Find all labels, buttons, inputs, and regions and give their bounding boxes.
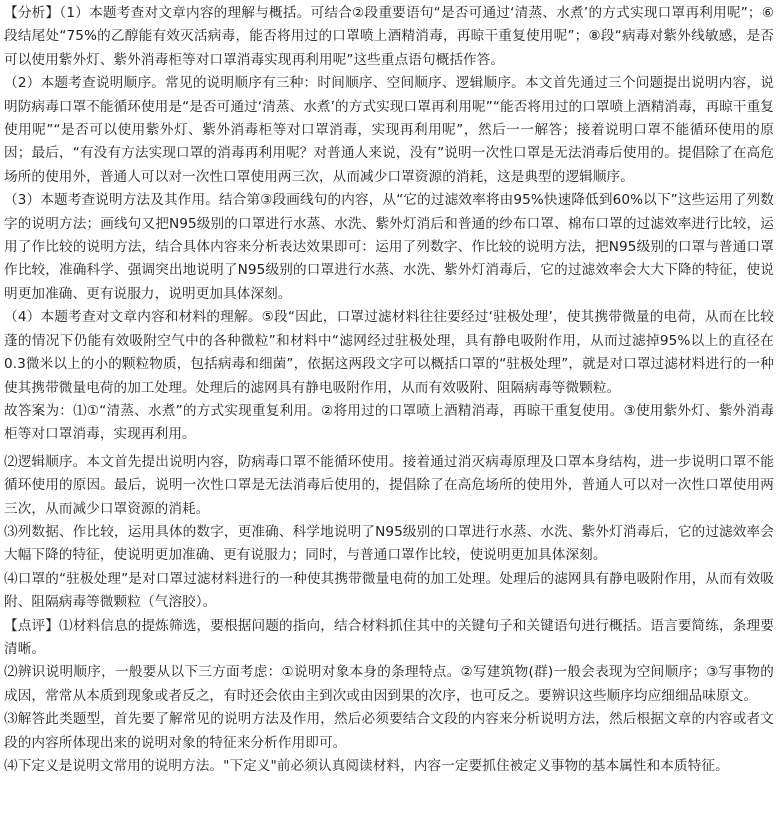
- analysis-paragraph-4: （4）本题考查对文章内容和材料的理解。⑤段“因此，口罩过滤材料往往要经过‘驻极处理’，使其携带微量的电荷，从而在比较蓬的情况下仍能有效吸附空气中的各种微粒”和材料中“滤网经过驻极处理，具有静电吸附作用，从而过滤掉95%以上的直径在0.3微米以上的小的颗粒物质，包括病毒和细菌”，依据这两段文字可以概括口罩的“驻极处理”，就是对口罩过滤材料进行的一种使其携带微量电荷的加工处理。处理后的滤网具有静电吸附作用，从而有效吸附、阻隔病毒等微颗粒。: [4, 309, 774, 396]
- answer-item-1: 故答案为：⑴①“清蒸、水煮”的方式实现重复利用。②将用过的口罩喷上酒精消毒，再晾干重复使用。③使用紫外灯、紫外消毒柜等对口罩消毒，实现再利用。: [4, 402, 774, 443]
- analysis-paragraph-2: （2）本题考查说明顺序。常见的说明顺序有三种：时间顺序、空间顺序、逻辑顺序。本文首先通过三个问题提出说明内容，说明防病毒口罩不能循环使用是“是否可通过‘清蒸、水煮’的方式实现口罩再利用呢”“能否将用过的口罩喷上酒精消毒，再晾干重复使用呢”“是否可以使用紫外灯、紫外消毒柜等对口罩消毒，实现再利用呢”，然后一一解答；接着说明口罩不能循环使用的原因；最后，“有没有方法实现口罩的消毒再利用呢？对普通人来说，没有”说明一次性口罩是无法消毒后使用的。提倡除了在高危场所的使用外，普通人可以对一次性口罩使用两三次，从而减少口罩资源的消耗，这是典型的逻辑顺序。: [4, 75, 774, 185]
- comment-item-1: 【点评】⑴材料信息的提炼筛选，要根据问题的指向，结合材料抓住其中的关键句子和关键语句进行概括。语言要简练，条理要清晰。: [4, 617, 774, 657]
- analysis-section: [4, 2, 774, 400]
- answer-section: [4, 400, 774, 615]
- comment-item-2: ⑵辨识说明顺序，一般要从以下三方面考虑：①说明对象本身的条理特点。②写建筑物(群)一般会表现为空间顺序；③写事物的成因，常常从本质到现象或者反之，有时还会依由主到次或由因到果的次序，也可反之。要辨识这些顺序均应细细品味原文。: [4, 664, 774, 704]
- comment-item-3: ⑶解答此类题型，首先要了解常见的说明方法及作用，然后必须要结合文段的内容来分析说明方法，然后根据文章的内容或者文段的内容所体现出来的说明对象的特征来分析作用即可。: [4, 711, 774, 751]
- answer-item-4: ⑷口罩的“驻极处理”是对口罩过滤材料进行的一种使其携带微量电荷的加工处理。处理后的滤网具有静电吸附作用，从而有效吸附、阻隔病毒等微颗粒（气溶胶）。: [4, 570, 774, 611]
- comment-item-4: ⑷下定义是说明文常用的说明方法。"下定义"前必须认真阅读材料，内容一定要抓住被定义事物的基本属性和本质特征。: [4, 758, 729, 774]
- analysis-paragraph-3: （3）本题考查说明方法及其作用。结合第③段画线句的内容，从“它的过滤效率将由95%快速降低到60%以下”这些运用了列数字的说明方法；画线句又把N95级别的口罩进行水蒸、水洗、紫外灯消后和普通的纱布口罩、棉布口罩的过滤效率进行比较，运用了作比较的说明方法，结合具体内容来分析表达效果即可：运用了列数字、作比较的说明方法，把N95级别的口罩与普通口罩作比较，准确科学、强调突出地说明了N95级别的口罩进行水蒸、水洗、紫外灯消毒后，它的过滤效率会大大下降的特征，使说明更加准确、更有说服力，说明更加具体深刻。: [4, 192, 774, 302]
- analysis-paragraph-1: 【分析】（1）本题考查对文章内容的理解与概括。可结合②段重要语句“是否可通过‘清蒸、水煮’的方式实现口罩再利用呢”；⑥段结尾处“75%的乙醇能有效灭活病毒，能否将用过的口罩喷上酒精消毒，再晾干重复使用呢”；⑧段“病毒对紫外线敏感，是否可以使用紫外灯、紫外消毒柜等对口罩消毒实现再利用呢”这些重点语句概括作答。: [4, 5, 774, 68]
- answer-item-2: ⑵逻辑顺序。本文首先提出说明内容，防病毒口罩不能循环使用。接着通过消灭病毒原理及口罩本身结构，进一步说明口罩不能循环使用的原因。最后，说明一次性口罩是无法消毒后使用的，提倡除了在高危场所的使用外，普通人可以对一次性口罩使用两三次，从而减少口罩资源的消耗。: [4, 453, 774, 517]
- answer-item-3: ⑶列数据、作比较，运用具体的数字，更准确、科学地说明了N95级别的口罩进行水蒸、水洗、紫外灯消毒后，它的过滤效率会大幅下降的特征，使说明更加准确、更有说服力；同时，与普通口罩作比较，使说明更加具体深刻。: [4, 523, 774, 564]
- comment-section: [4, 615, 774, 779]
